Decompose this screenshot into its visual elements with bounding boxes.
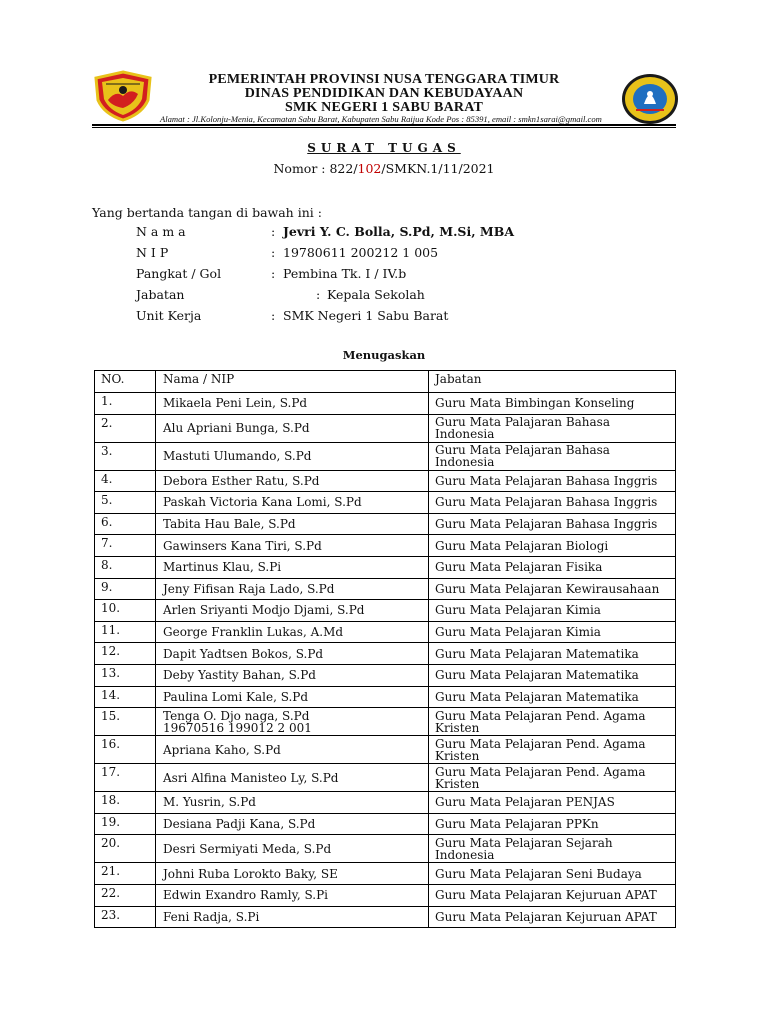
table-row	[95, 813, 676, 835]
jabatan-line: Guru Mata Pelajaran Matematika	[435, 689, 639, 704]
table-row	[95, 414, 676, 442]
row-number: 21.	[95, 863, 156, 885]
row-number: 1.	[95, 393, 156, 415]
row-jabatan	[429, 600, 676, 622]
row-jabatan	[429, 535, 676, 557]
row-jabatan	[429, 664, 676, 686]
row-jabatan	[429, 492, 676, 514]
row-number: 16.	[95, 736, 156, 764]
row-nama-nip	[156, 393, 429, 415]
row-number: 19.	[95, 813, 156, 835]
row-number: 17.	[95, 764, 156, 792]
teacher-nip: 19670516 199012 2 001	[163, 720, 312, 735]
row-jabatan	[429, 736, 676, 764]
teacher-name: Johni Ruba Lorokto Baky, SE	[163, 866, 338, 881]
row-nama-nip	[156, 414, 429, 442]
row-number: 20.	[95, 835, 156, 863]
colon: :	[271, 266, 276, 281]
letterhead-line-2: DINAS PENDIDIKAN DAN KEBUDAYAAN	[244, 86, 524, 101]
teacher-name: Desiana Padji Kana, S.Pd	[163, 817, 316, 832]
row-nama-nip	[156, 686, 429, 708]
header-nama: Nama / NIP	[156, 371, 429, 393]
row-jabatan	[429, 470, 676, 492]
row-jabatan	[429, 906, 676, 928]
table-row	[95, 863, 676, 885]
row-jabatan	[429, 393, 676, 415]
row-number: 3.	[95, 442, 156, 470]
table-row	[95, 442, 676, 470]
row-nama-nip	[156, 535, 429, 557]
row-nama-nip	[156, 792, 429, 814]
letterhead-line-1: PEMERINTAH PROVINSI NUSA TENGGARA TIMUR	[208, 72, 560, 87]
teacher-name: Gawinsers Kana Tiri, S.Pd	[163, 538, 322, 553]
colon: :	[271, 245, 276, 260]
teacher-name: M. Yusrin, S.Pd	[163, 795, 256, 810]
colon: :	[316, 287, 321, 302]
row-number: 2.	[95, 414, 156, 442]
row-jabatan	[429, 643, 676, 665]
jabatan-line: Guru Mata Pelajaran Kejuruan APAT	[435, 909, 657, 924]
row-jabatan	[429, 414, 676, 442]
jabatan-line: Guru Mata Pelajaran Bahasa Inggris	[435, 517, 658, 532]
signer-rank-label: Pangkat / Gol	[136, 266, 222, 281]
row-nama-nip	[156, 492, 429, 514]
teacher-name: Apriana Kaho, S.Pd	[163, 742, 281, 757]
table-row	[95, 664, 676, 686]
row-nama-nip	[156, 643, 429, 665]
teacher-name: Tenga O. Djo naga, S.Pd	[163, 708, 310, 723]
row-number: 10.	[95, 600, 156, 622]
row-nama-nip	[156, 863, 429, 885]
row-number: 11.	[95, 621, 156, 643]
teacher-name: Deby Yastity Bahan, S.Pd	[163, 668, 316, 683]
jabatan-line: Guru Mata Pelajaran Biologi	[435, 538, 609, 553]
teacher-name: Paulina Lomi Kale, S.Pd	[163, 689, 309, 704]
jabatan-line: Guru Mata Pelajaran Kejuruan APAT	[435, 888, 657, 903]
row-number: 23.	[95, 906, 156, 928]
row-nama-nip	[156, 578, 429, 600]
teacher-name: Desri Sermiyati Meda, S.Pd	[163, 841, 332, 856]
row-jabatan	[429, 556, 676, 578]
signer-name-value: Jevri Y. C. Bolla, S.Pd, M.Si, MBA	[283, 224, 515, 239]
table-row	[95, 470, 676, 492]
signer-rank-value: Pembina Tk. I / IV.b	[283, 266, 407, 281]
row-number: 7.	[95, 535, 156, 557]
table-row	[95, 393, 676, 415]
assignment-heading: Menugaskan	[342, 348, 426, 362]
jabatan-line: Guru Mata Pelajaran Kimia	[435, 603, 601, 618]
teacher-name: Jeny Fifisan Raja Lado, S.Pd	[163, 581, 335, 596]
row-number: 14.	[95, 686, 156, 708]
row-nama-nip	[156, 664, 429, 686]
table-row	[95, 906, 676, 928]
row-jabatan	[429, 686, 676, 708]
row-jabatan	[429, 835, 676, 863]
teacher-name: Feni Radja, S.Pi	[163, 909, 260, 924]
letterhead-address: Alamat : Jl.Kolonju-Menia, Kecamatan Sabu Barat, Kabupaten Sabu Raijua Kode Pos : 85391, email : smkn1sarai@gmail.com	[160, 114, 602, 124]
table-row	[95, 643, 676, 665]
jabatan-line: Guru Mata Pelajaran Pend. Agama	[435, 764, 646, 779]
table-row	[95, 556, 676, 578]
signer-unit-label: Unit Kerja	[136, 308, 202, 323]
jabatan-line: Indonesia	[435, 847, 495, 862]
row-nama-nip	[156, 513, 429, 535]
jabatan-line: Guru Mata Pelajaran PENJAS	[435, 795, 615, 810]
jabatan-line: Kristen	[435, 776, 480, 791]
table-row	[95, 621, 676, 643]
row-nama-nip	[156, 884, 429, 906]
table-row	[95, 792, 676, 814]
row-number: 12.	[95, 643, 156, 665]
row-jabatan	[429, 884, 676, 906]
header-no: NO.	[95, 371, 156, 393]
row-number: 4.	[95, 470, 156, 492]
row-nama-nip	[156, 442, 429, 470]
row-number: 9.	[95, 578, 156, 600]
row-nama-nip	[156, 764, 429, 792]
teacher-name: Debora Esther Ratu, S.Pd	[163, 473, 320, 488]
teacher-name: Mikaela Peni Lein, S.Pd	[163, 396, 308, 411]
document-title: SURAT TUGAS	[307, 141, 461, 155]
row-jabatan	[429, 863, 676, 885]
letterhead-line-3: SMK NEGERI 1 SABU BARAT	[284, 100, 484, 115]
jabatan-line: Indonesia	[435, 427, 495, 442]
teacher-name: Dapit Yadtsen Bokos, S.Pd	[163, 646, 324, 661]
letterhead-divider-thin	[92, 127, 676, 128]
table-body	[95, 393, 676, 928]
jabatan-line: Guru Mata Palajaran Bahasa	[435, 415, 610, 430]
jabatan-line: Guru Mata Bimbingan Konseling	[435, 396, 635, 411]
row-jabatan	[429, 621, 676, 643]
row-number: 8.	[95, 556, 156, 578]
jabatan-line: Kristen	[435, 748, 480, 763]
signer-unit-value: SMK Negeri 1 Sabu Barat	[283, 308, 449, 323]
row-number: 13.	[95, 664, 156, 686]
document-number: Nomor : 822/102/SMKN.1/11/2021	[273, 161, 495, 176]
jabatan-line: Guru Mata Pelajaran Matematika	[435, 646, 639, 661]
jabatan-line: Guru Mata Pelajaran Fisika	[435, 560, 603, 575]
jabatan-line: Guru Mata Pelajaran Kewirausahaan	[435, 581, 660, 596]
jabatan-line: Guru Mata Pelajaran Bahasa Inggris	[435, 495, 658, 510]
signer-nip-value: 19780611 200212 1 005	[283, 245, 439, 260]
row-nama-nip	[156, 906, 429, 928]
table-row	[95, 884, 676, 906]
row-nama-nip	[156, 813, 429, 835]
row-number: 22.	[95, 884, 156, 906]
jabatan-line: Guru Mata Pelajaran Seni Budaya	[435, 866, 642, 881]
table-row	[95, 736, 676, 764]
table-row	[95, 492, 676, 514]
row-nama-nip	[156, 470, 429, 492]
row-jabatan	[429, 792, 676, 814]
row-nama-nip	[156, 621, 429, 643]
signer-name-label: N a m a	[136, 224, 186, 239]
table-row	[95, 764, 676, 792]
jabatan-line: Guru Mata Pelajaran PPKn	[435, 817, 599, 832]
jabatan-line: Guru Mata Pelajaran Kimia	[435, 625, 601, 640]
header-jabatan: Jabatan	[429, 371, 676, 393]
row-number: 15.	[95, 708, 156, 736]
row-number: 6.	[95, 513, 156, 535]
jabatan-line: Indonesia	[435, 455, 495, 470]
jabatan-line: Guru Mata Pelajaran Bahasa Inggris	[435, 473, 658, 488]
row-nama-nip	[156, 835, 429, 863]
teacher-name: Martinus Klau, S.Pi	[163, 560, 282, 575]
table-row	[95, 835, 676, 863]
row-number: 18.	[95, 792, 156, 814]
table-row	[95, 513, 676, 535]
assignment-table	[94, 370, 676, 928]
row-jabatan	[429, 442, 676, 470]
jabatan-line: Guru Mata Pelajaran Sejarah	[435, 835, 613, 850]
row-nama-nip	[156, 736, 429, 764]
table-row	[95, 600, 676, 622]
teacher-name: Asri Alfina Manisteo Ly, S.Pd	[163, 770, 339, 785]
jabatan-line: Guru Mata Pelajaran Matematika	[435, 668, 639, 683]
table-row	[95, 708, 676, 736]
row-jabatan	[429, 764, 676, 792]
intro-text: Yang bertanda tangan di bawah ini :	[92, 205, 322, 220]
teacher-name: George Franklin Lukas, A.Md	[163, 625, 344, 640]
colon: :	[271, 308, 276, 323]
table-row	[95, 535, 676, 557]
signer-nip-label: N I P	[136, 245, 169, 260]
jabatan-line: Guru Mata Pelajaran Bahasa	[435, 443, 610, 458]
table-row	[95, 578, 676, 600]
teacher-name: Tabita Hau Bale, S.Pd	[163, 517, 296, 532]
table-row	[95, 686, 676, 708]
row-number: 5.	[95, 492, 156, 514]
row-jabatan	[429, 513, 676, 535]
row-jabatan	[429, 578, 676, 600]
jabatan-line: Guru Mata Pelajaran Pend. Agama	[435, 736, 646, 751]
row-nama-nip	[156, 708, 429, 736]
row-nama-nip	[156, 556, 429, 578]
teacher-name: Paskah Victoria Kana Lomi, S.Pd	[163, 495, 362, 510]
row-jabatan	[429, 708, 676, 736]
signer-position-value: Kepala Sekolah	[327, 287, 425, 302]
teacher-name: Edwin Exandro Ramly, S.Pi	[163, 888, 328, 903]
row-nama-nip	[156, 600, 429, 622]
signer-position-label: Jabatan	[136, 287, 185, 302]
row-jabatan	[429, 813, 676, 835]
teacher-name: Alu Apriani Bunga, S.Pd	[163, 421, 310, 436]
colon: :	[271, 224, 276, 239]
letterhead-divider	[92, 124, 676, 126]
teacher-name: Arlen Sriyanti Modjo Djami, S.Pd	[163, 603, 365, 618]
teacher-name: Mastuti Ulumando, S.Pd	[163, 449, 312, 464]
jabatan-line: Guru Mata Pelajaran Pend. Agama	[435, 708, 646, 723]
table-header-row	[95, 371, 676, 393]
jabatan-line: Kristen	[435, 720, 480, 735]
